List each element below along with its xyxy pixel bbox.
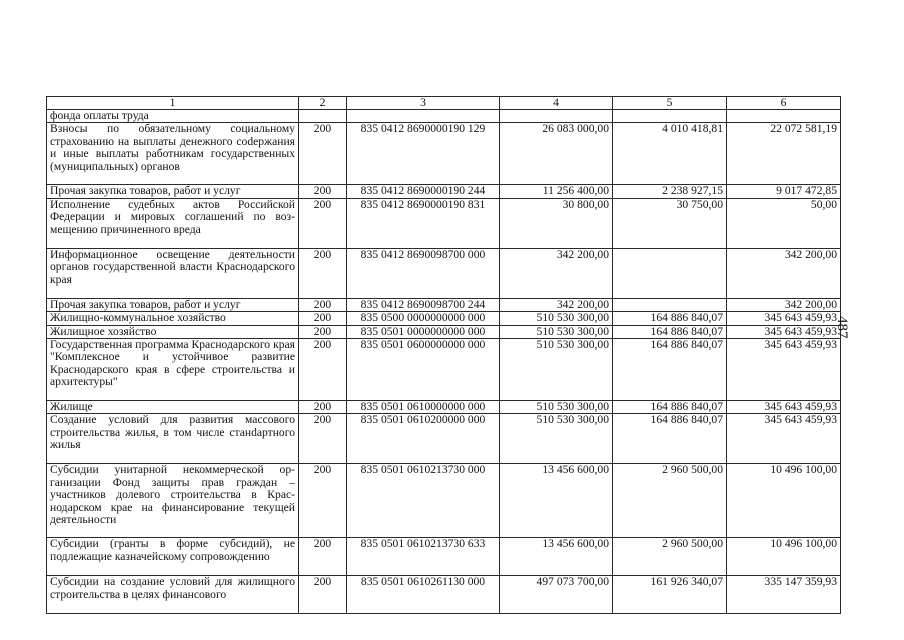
row-name: Создание условий для развития массового строительства жилья, в том числе станdартного жилья	[47, 414, 299, 464]
row-planned-amount: 510 530 300,00	[500, 312, 613, 325]
row-remaining-amount	[727, 110, 841, 123]
table-row	[47, 185, 841, 198]
row-executed-amount: 164 886 840,07	[613, 414, 727, 464]
table-row	[47, 576, 841, 614]
row-code: 200	[299, 198, 347, 248]
row-name: фонда оплаты труда	[47, 110, 299, 123]
column-number: 5	[613, 97, 727, 110]
row-name: Исполнение судебных актов Российской Федерации и мировых соглашений по возмещению причиненного вреда	[47, 198, 299, 248]
row-planned-amount: 510 530 300,00	[500, 339, 613, 401]
row-code: 200	[299, 538, 347, 576]
row-name: Жилище	[47, 401, 299, 414]
row-executed-amount: 164 886 840,07	[613, 312, 727, 325]
table-row	[47, 312, 841, 325]
row-planned-amount: 13 456 600,00	[500, 538, 613, 576]
row-remaining-amount: 345 643 459,93	[727, 312, 841, 325]
table-row	[47, 464, 841, 538]
row-executed-amount: 164 886 840,07	[613, 401, 727, 414]
row-code: 200	[299, 464, 347, 538]
row-remaining-amount: 9 017 472,85	[727, 185, 841, 198]
row-code: 200	[299, 414, 347, 464]
row-planned-amount: 510 530 300,00	[500, 414, 613, 464]
table-row	[47, 298, 841, 311]
row-remaining-amount: 345 643 459,93	[727, 401, 841, 414]
row-code: 200	[299, 298, 347, 311]
row-remaining-amount: 342 200,00	[727, 298, 841, 311]
row-executed-amount: 30 750,00	[613, 198, 727, 248]
row-planned-amount: 11 256 400,00	[500, 185, 613, 198]
row-kbk-code: 835 0501 0610213730 633	[347, 538, 500, 576]
row-kbk-code: 835 0501 0600000000 000	[347, 339, 500, 401]
row-remaining-amount: 345 643 459,93	[727, 339, 841, 401]
row-kbk-code	[347, 110, 500, 123]
row-executed-amount: 164 886 840,07	[613, 339, 727, 401]
row-executed-amount: 2 238 927,15	[613, 185, 727, 198]
row-executed-amount	[613, 110, 727, 123]
row-kbk-code: 835 0412 8690000190 244	[347, 185, 500, 198]
row-executed-amount: 164 886 840,07	[613, 325, 727, 338]
row-code: 200	[299, 312, 347, 325]
row-code: 200	[299, 401, 347, 414]
column-number: 4	[500, 97, 613, 110]
budget-table-body	[47, 97, 841, 614]
row-planned-amount: 13 456 600,00	[500, 464, 613, 538]
row-kbk-code: 835 0501 0610261130 000	[347, 576, 500, 614]
row-executed-amount: 161 926 340,07	[613, 576, 727, 614]
column-number: 6	[727, 97, 841, 110]
row-remaining-amount: 345 643 459,93	[727, 414, 841, 464]
row-name: Субсидии (гранты в форме субсидий), не подлежащие казначейскому сопровождению	[47, 538, 299, 576]
row-name: Субсидии унитарной некоммерческой организации Фонд защиты прав граждан – участников долевого строительства в Краснодарском крае на финансирование текущей деятельности	[47, 464, 299, 538]
row-executed-amount	[613, 298, 727, 311]
table-row	[47, 325, 841, 338]
row-planned-amount: 510 530 300,00	[500, 401, 613, 414]
row-name: Жилищно-коммунальное хозяйство	[47, 312, 299, 325]
table-row	[47, 538, 841, 576]
row-kbk-code: 835 0501 0000000000 000	[347, 325, 500, 338]
row-remaining-amount: 335 147 359,93	[727, 576, 841, 614]
budget-table	[46, 96, 841, 614]
row-code: 200	[299, 123, 347, 185]
row-name: Информационное освещение деятельности органов государственной власти Краснодарского края	[47, 248, 299, 298]
row-planned-amount: 497 073 700,00	[500, 576, 613, 614]
table-row	[47, 248, 841, 298]
row-code: 200	[299, 576, 347, 614]
row-code	[299, 110, 347, 123]
row-name: Субсидии на создание условий для жилищного строительства в целях финансового	[47, 576, 299, 614]
row-kbk-code: 835 0412 8690000190 129	[347, 123, 500, 185]
row-name: Прочая закупка товаров, работ и услуг	[47, 185, 299, 198]
table-row	[47, 110, 841, 123]
row-kbk-code: 835 0501 0610200000 000	[347, 414, 500, 464]
column-number-row	[47, 97, 841, 110]
column-number: 3	[347, 97, 500, 110]
row-code: 200	[299, 325, 347, 338]
row-code: 200	[299, 339, 347, 401]
page-number: 487	[834, 316, 850, 339]
row-planned-amount	[500, 110, 613, 123]
row-name: Взносы по обязательному социальному страхованию на выплаты денежного соdержания и иные выплаты работникам государственных (муниципальных) органов	[47, 123, 299, 185]
table-row	[47, 123, 841, 185]
row-planned-amount: 26 083 000,00	[500, 123, 613, 185]
column-number: 2	[299, 97, 347, 110]
row-code: 200	[299, 185, 347, 198]
row-kbk-code: 835 0412 8690000190 831	[347, 198, 500, 248]
table-row	[47, 414, 841, 464]
row-executed-amount	[613, 248, 727, 298]
table-row	[47, 401, 841, 414]
row-executed-amount: 4 010 418,81	[613, 123, 727, 185]
row-name: Прочая закупка товаров, работ и услуг	[47, 298, 299, 311]
row-kbk-code: 835 0500 0000000000 000	[347, 312, 500, 325]
row-remaining-amount: 22 072 581,19	[727, 123, 841, 185]
row-remaining-amount: 10 496 100,00	[727, 538, 841, 576]
row-executed-amount: 2 960 500,00	[613, 538, 727, 576]
column-number: 1	[47, 97, 299, 110]
row-remaining-amount: 50,00	[727, 198, 841, 248]
table-row	[47, 198, 841, 248]
row-name: Государственная программа Краснодарского края "Комплексное и устойчивое развитие Краснодарского края в сфере строительства и архитектуры"	[47, 339, 299, 401]
row-name: Жилищное хозяйство	[47, 325, 299, 338]
table-row	[47, 339, 841, 401]
row-kbk-code: 835 0412 8690098700 000	[347, 248, 500, 298]
row-planned-amount: 30 800,00	[500, 198, 613, 248]
row-code: 200	[299, 248, 347, 298]
row-planned-amount: 342 200,00	[500, 298, 613, 311]
row-planned-amount: 510 530 300,00	[500, 325, 613, 338]
row-kbk-code: 835 0501 0610213730 000	[347, 464, 500, 538]
row-remaining-amount: 345 643 459,93	[727, 325, 841, 338]
row-kbk-code: 835 0412 8690098700 244	[347, 298, 500, 311]
row-executed-amount: 2 960 500,00	[613, 464, 727, 538]
row-remaining-amount: 10 496 100,00	[727, 464, 841, 538]
row-kbk-code: 835 0501 0610000000 000	[347, 401, 500, 414]
row-planned-amount: 342 200,00	[500, 248, 613, 298]
row-remaining-amount: 342 200,00	[727, 248, 841, 298]
